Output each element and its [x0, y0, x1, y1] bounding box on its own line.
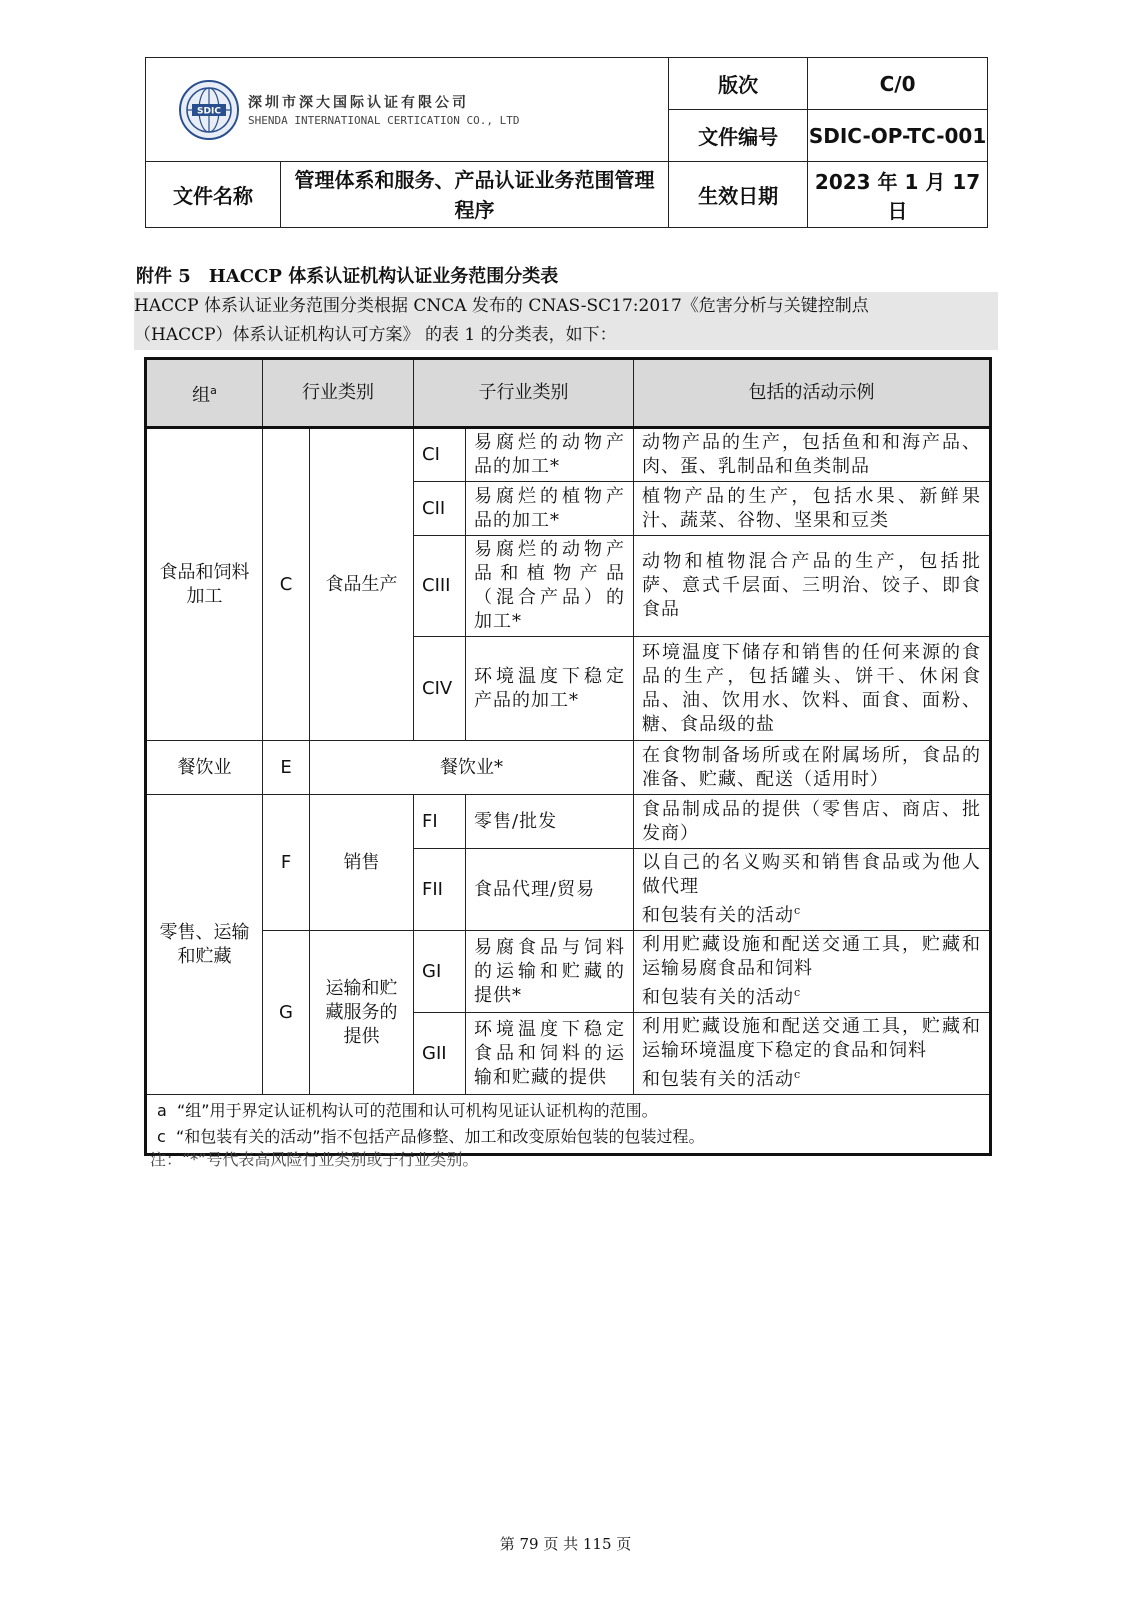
- sub-name: 易腐烂的动物产品和植物产品（混合产品）的加工*: [466, 536, 634, 637]
- industry-code: E: [263, 741, 310, 795]
- sub-name: 环境温度下稳定产品的加工*: [466, 637, 634, 741]
- footnote-c: c “和包装有关的活动”指不包括产品修整、加工和改变原始包装的包装过程。: [157, 1127, 705, 1146]
- table-row: [146, 931, 991, 1013]
- intro-line-2: （HACCP）体系认证机构认可方案》 的表 1 的分类表，如下：: [134, 325, 617, 345]
- sub-desc: 利用贮藏设施和配送交通工具，贮藏和运输环境温度下稳定的食品和饲料 和包装有关的活动$^c$: [634, 1013, 991, 1095]
- date-label: 生效日期: [669, 162, 808, 228]
- sub-name: 零售/批发: [466, 795, 634, 849]
- section-intro: [134, 292, 998, 350]
- industry-name: 食品生产: [310, 428, 414, 741]
- company-name-en: SHENDA INTERNATIONAL CERTICATION CO., LTD: [248, 114, 520, 127]
- sub-name: 易腐食品与饲料的运输和贮藏的提供*: [466, 931, 634, 1013]
- header-group: 组$^a$: [146, 359, 263, 428]
- sub-code: GI: [414, 931, 466, 1013]
- company-logo-cell: [146, 58, 669, 162]
- footnote-a: a “组”用于界定认证机构认可的范围和认可机构见证认证机构的范围。: [157, 1101, 658, 1120]
- sub-code: FI: [414, 795, 466, 849]
- intro-line-1: HACCP 体系认证业务范围分类根据 CNCA 发布的 CNAS-SC17:2017《危害分析与关键控制点: [134, 296, 869, 316]
- sub-code: CIV: [414, 637, 466, 741]
- industry-name: 运输和贮藏服务的提供: [310, 931, 414, 1095]
- industry-code: G: [263, 931, 310, 1095]
- docno-label: 文件编号: [669, 110, 808, 162]
- sub-code: GII: [414, 1013, 466, 1095]
- docno-value: SDIC-OP-TC-001: [808, 110, 988, 162]
- date-value: 2023 年 1 月 17 日: [808, 162, 988, 228]
- sub-code: CII: [414, 482, 466, 536]
- table-row: [146, 428, 991, 482]
- header-sub-industry: 子行业类别: [414, 359, 634, 428]
- sub-desc: 环境温度下储存和销售的任何来源的食品的生产，包括罐头、饼干、休闲食品、油、饮用水、饮料、面食、面粉、糖、食品级的盐: [634, 637, 991, 741]
- table-row: [146, 795, 991, 849]
- header-industry: 行业类别: [263, 359, 414, 428]
- industry-code: C: [263, 428, 310, 741]
- industry-name: 销售: [310, 795, 414, 931]
- group-cell: 餐饮业: [146, 741, 263, 795]
- company-logo-icon: [178, 79, 240, 141]
- header-examples: 包括的活动示例: [634, 359, 991, 428]
- sub-desc: 利用贮藏设施和配送交通工具，贮藏和运输易腐食品和饲料 和包装有关的活动$^c$: [634, 931, 991, 1013]
- sub-desc: 植物产品的生产，包括水果、新鲜果汁、蔬菜、谷物、坚果和豆类: [634, 482, 991, 536]
- page-number: 第 79 页 共 115 页: [499, 1535, 632, 1553]
- version-label: 版次: [669, 58, 808, 110]
- section-title: 附件 5 HACCP 体系认证机构认证业务范围分类表: [136, 266, 559, 287]
- sub-desc: 动物产品的生产，包括鱼和和海产品、肉、蛋、乳制品和鱼类制品: [634, 428, 991, 482]
- table-note: 注：“*”号代表高风险行业类别或子行业类别。: [150, 1150, 479, 1169]
- company-name-cn: 深圳市深大国际认证有限公司: [248, 95, 469, 111]
- table-row: [146, 741, 991, 795]
- sub-code: FII: [414, 849, 466, 931]
- sub-desc: 以自己的名义购买和销售食品或为他人做代理 和包装有关的活动$^c$: [634, 849, 991, 931]
- sub-desc: 食品制成品的提供（零售店、商店、批发商）: [634, 795, 991, 849]
- sub-name: 食品代理/贸易: [466, 849, 634, 931]
- industry-name: 餐饮业*: [310, 741, 634, 795]
- filename-label: 文件名称: [146, 162, 281, 228]
- sub-name: 易腐烂的动物产品的加工*: [466, 428, 634, 482]
- sub-desc: 动物和植物混合产品的生产，包括批萨、意式千层面、三明治、饺子、即食食品: [634, 536, 991, 637]
- haccp-scope-table: [144, 357, 992, 1156]
- sub-code: CIII: [414, 536, 466, 637]
- sub-desc: 在食物制备场所或在附属场所，食品的准备、贮藏、配送（适用时）: [634, 741, 991, 795]
- table-footnotes: [146, 1095, 991, 1155]
- sub-name: 环境温度下稳定食品和饲料的运输和贮藏的提供: [466, 1013, 634, 1095]
- svg-text:SDIC: SDIC: [197, 106, 221, 116]
- filename-value: 管理体系和服务、产品认证业务范围管理程序: [281, 162, 669, 228]
- sub-code: CI: [414, 428, 466, 482]
- document-header-table: [145, 57, 988, 228]
- group-cell: 食品和饲料加工: [146, 428, 263, 741]
- group-cell: 零售、运输和贮藏: [146, 795, 263, 1095]
- sub-name: 易腐烂的植物产品的加工*: [466, 482, 634, 536]
- industry-code: F: [263, 795, 310, 931]
- version-value: C/0: [808, 58, 988, 110]
